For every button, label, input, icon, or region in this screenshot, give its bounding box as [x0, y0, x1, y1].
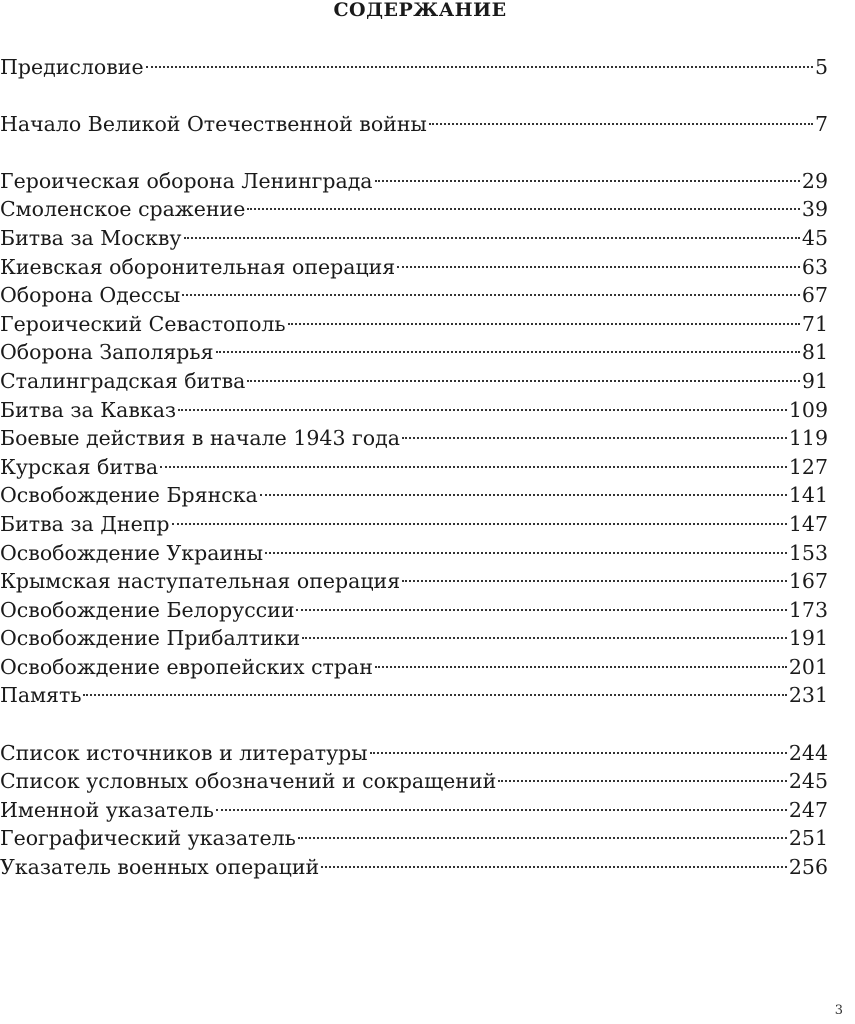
toc-entry-page: 231 [788, 683, 828, 708]
dot-leader [429, 102, 813, 131]
toc-entry-title: Боевые действия в начале 1943 года [0, 426, 400, 451]
dot-leader [375, 159, 800, 188]
dot-leader [172, 502, 787, 531]
toc-entry-page: 71 [801, 311, 828, 336]
dot-leader [370, 731, 787, 760]
toc-entry-page: 29 [801, 168, 828, 193]
dot-leader [402, 560, 787, 589]
toc-group [0, 102, 828, 136]
dot-leader [178, 388, 787, 417]
toc-entry-title: Героическая оборона Ленинграда [0, 168, 373, 193]
toc-entry-title: Крымская наступательная операция [0, 569, 401, 594]
dot-leader [247, 188, 800, 217]
toc-entry-title: Битва за Москву [0, 225, 182, 250]
dot-leader [260, 474, 787, 503]
toc-entry-page: 147 [788, 511, 828, 536]
dot-leader [247, 359, 800, 388]
toc-entry-title: Начало Великой Отечественной войны [0, 111, 427, 136]
dot-leader [402, 417, 787, 446]
toc-entry-title: Битва за Днепр [0, 511, 170, 536]
toc-group [0, 731, 828, 879]
toc-entry-page: 91 [801, 368, 828, 393]
toc-group [0, 45, 828, 79]
toc-entry-title: Курская битва [0, 454, 159, 479]
toc-entry-title: Киевская оборонительная операция [0, 254, 396, 279]
toc-entry-page: 45 [801, 225, 828, 250]
toc-entry-title: Смоленское сражение [0, 197, 246, 222]
toc-entry-title: Оборона Одессы [0, 283, 181, 308]
toc-entry-title: Оборона Заполярья [0, 340, 214, 365]
toc-entry-title: Освобождение Прибалтики [0, 626, 301, 651]
toc-entry-title: Список условных обозначений и сокращений [0, 769, 497, 794]
toc-entry-page: 67 [801, 283, 828, 308]
toc-entry-page: 245 [788, 769, 828, 794]
dot-leader [498, 760, 787, 789]
dot-leader [298, 817, 787, 846]
toc-entry-title: Освобождение Украины [0, 540, 264, 565]
dot-leader [265, 531, 787, 560]
toc-entry-title: Указатель военных операций [0, 854, 320, 879]
toc-entry-title: Именной указатель [0, 797, 214, 822]
table-of-contents [0, 45, 828, 902]
toc-entry-title: Географический указатель [0, 826, 296, 851]
toc-entry-page: 141 [788, 483, 828, 508]
toc-entry-title: Сталинградская битва [0, 368, 246, 393]
dot-leader [302, 617, 787, 646]
page-number: 3 [834, 1003, 843, 1018]
dot-leader [216, 331, 800, 360]
dot-leader [397, 245, 800, 274]
toc-entry-title: Освобождение европейских стран [0, 654, 373, 679]
toc-entry-title: Память [0, 683, 82, 708]
dot-leader [160, 445, 787, 474]
toc-entry-title: Освобождение Белоруссии [0, 597, 295, 622]
toc-entry-title: Битва за Кавказ [0, 397, 177, 422]
dot-leader [146, 45, 813, 74]
toc-entry-page: 167 [788, 569, 828, 594]
toc-entry-page: 251 [788, 826, 828, 851]
toc-entry[interactable] [0, 102, 828, 136]
dot-leader [182, 274, 800, 303]
toc-entry-page: 153 [788, 540, 828, 565]
toc-entry-title: Освобождение Брянска [0, 483, 258, 508]
dot-leader [216, 788, 787, 817]
toc-entry[interactable] [0, 45, 828, 79]
toc-entry[interactable] [0, 674, 828, 708]
dot-leader [375, 645, 787, 674]
dot-leader [296, 588, 786, 617]
toc-entry-page: 39 [801, 197, 828, 222]
page-title: СОДЕРЖАНИЕ [333, 0, 507, 21]
toc-entry-title: Предисловие [0, 54, 144, 79]
dot-leader [83, 674, 786, 703]
toc-entry-page: 5 [814, 54, 828, 79]
toc-entry-page: 191 [788, 626, 828, 651]
toc-entry[interactable] [0, 731, 828, 765]
toc-entry-page: 256 [788, 854, 828, 879]
toc-entry-page: 244 [788, 740, 828, 765]
toc-entry-page: 81 [801, 340, 828, 365]
toc-entry-page: 201 [788, 654, 828, 679]
toc-entry-page: 127 [788, 454, 828, 479]
toc-entry-page: 247 [788, 797, 828, 822]
dot-leader [321, 845, 787, 874]
toc-entry-page: 7 [814, 111, 828, 136]
toc-entry-page: 119 [788, 426, 828, 451]
toc-entry[interactable] [0, 159, 828, 193]
toc-entry-page: 173 [788, 597, 828, 622]
toc-entry-page: 109 [788, 397, 828, 422]
dot-leader [184, 216, 800, 245]
toc-group [0, 159, 828, 708]
dot-leader [288, 302, 800, 331]
toc-entry-title: Героический Севастополь [0, 311, 286, 336]
toc-entry-page: 63 [801, 254, 828, 279]
toc-entry-title: Список источников и литературы [0, 740, 368, 765]
